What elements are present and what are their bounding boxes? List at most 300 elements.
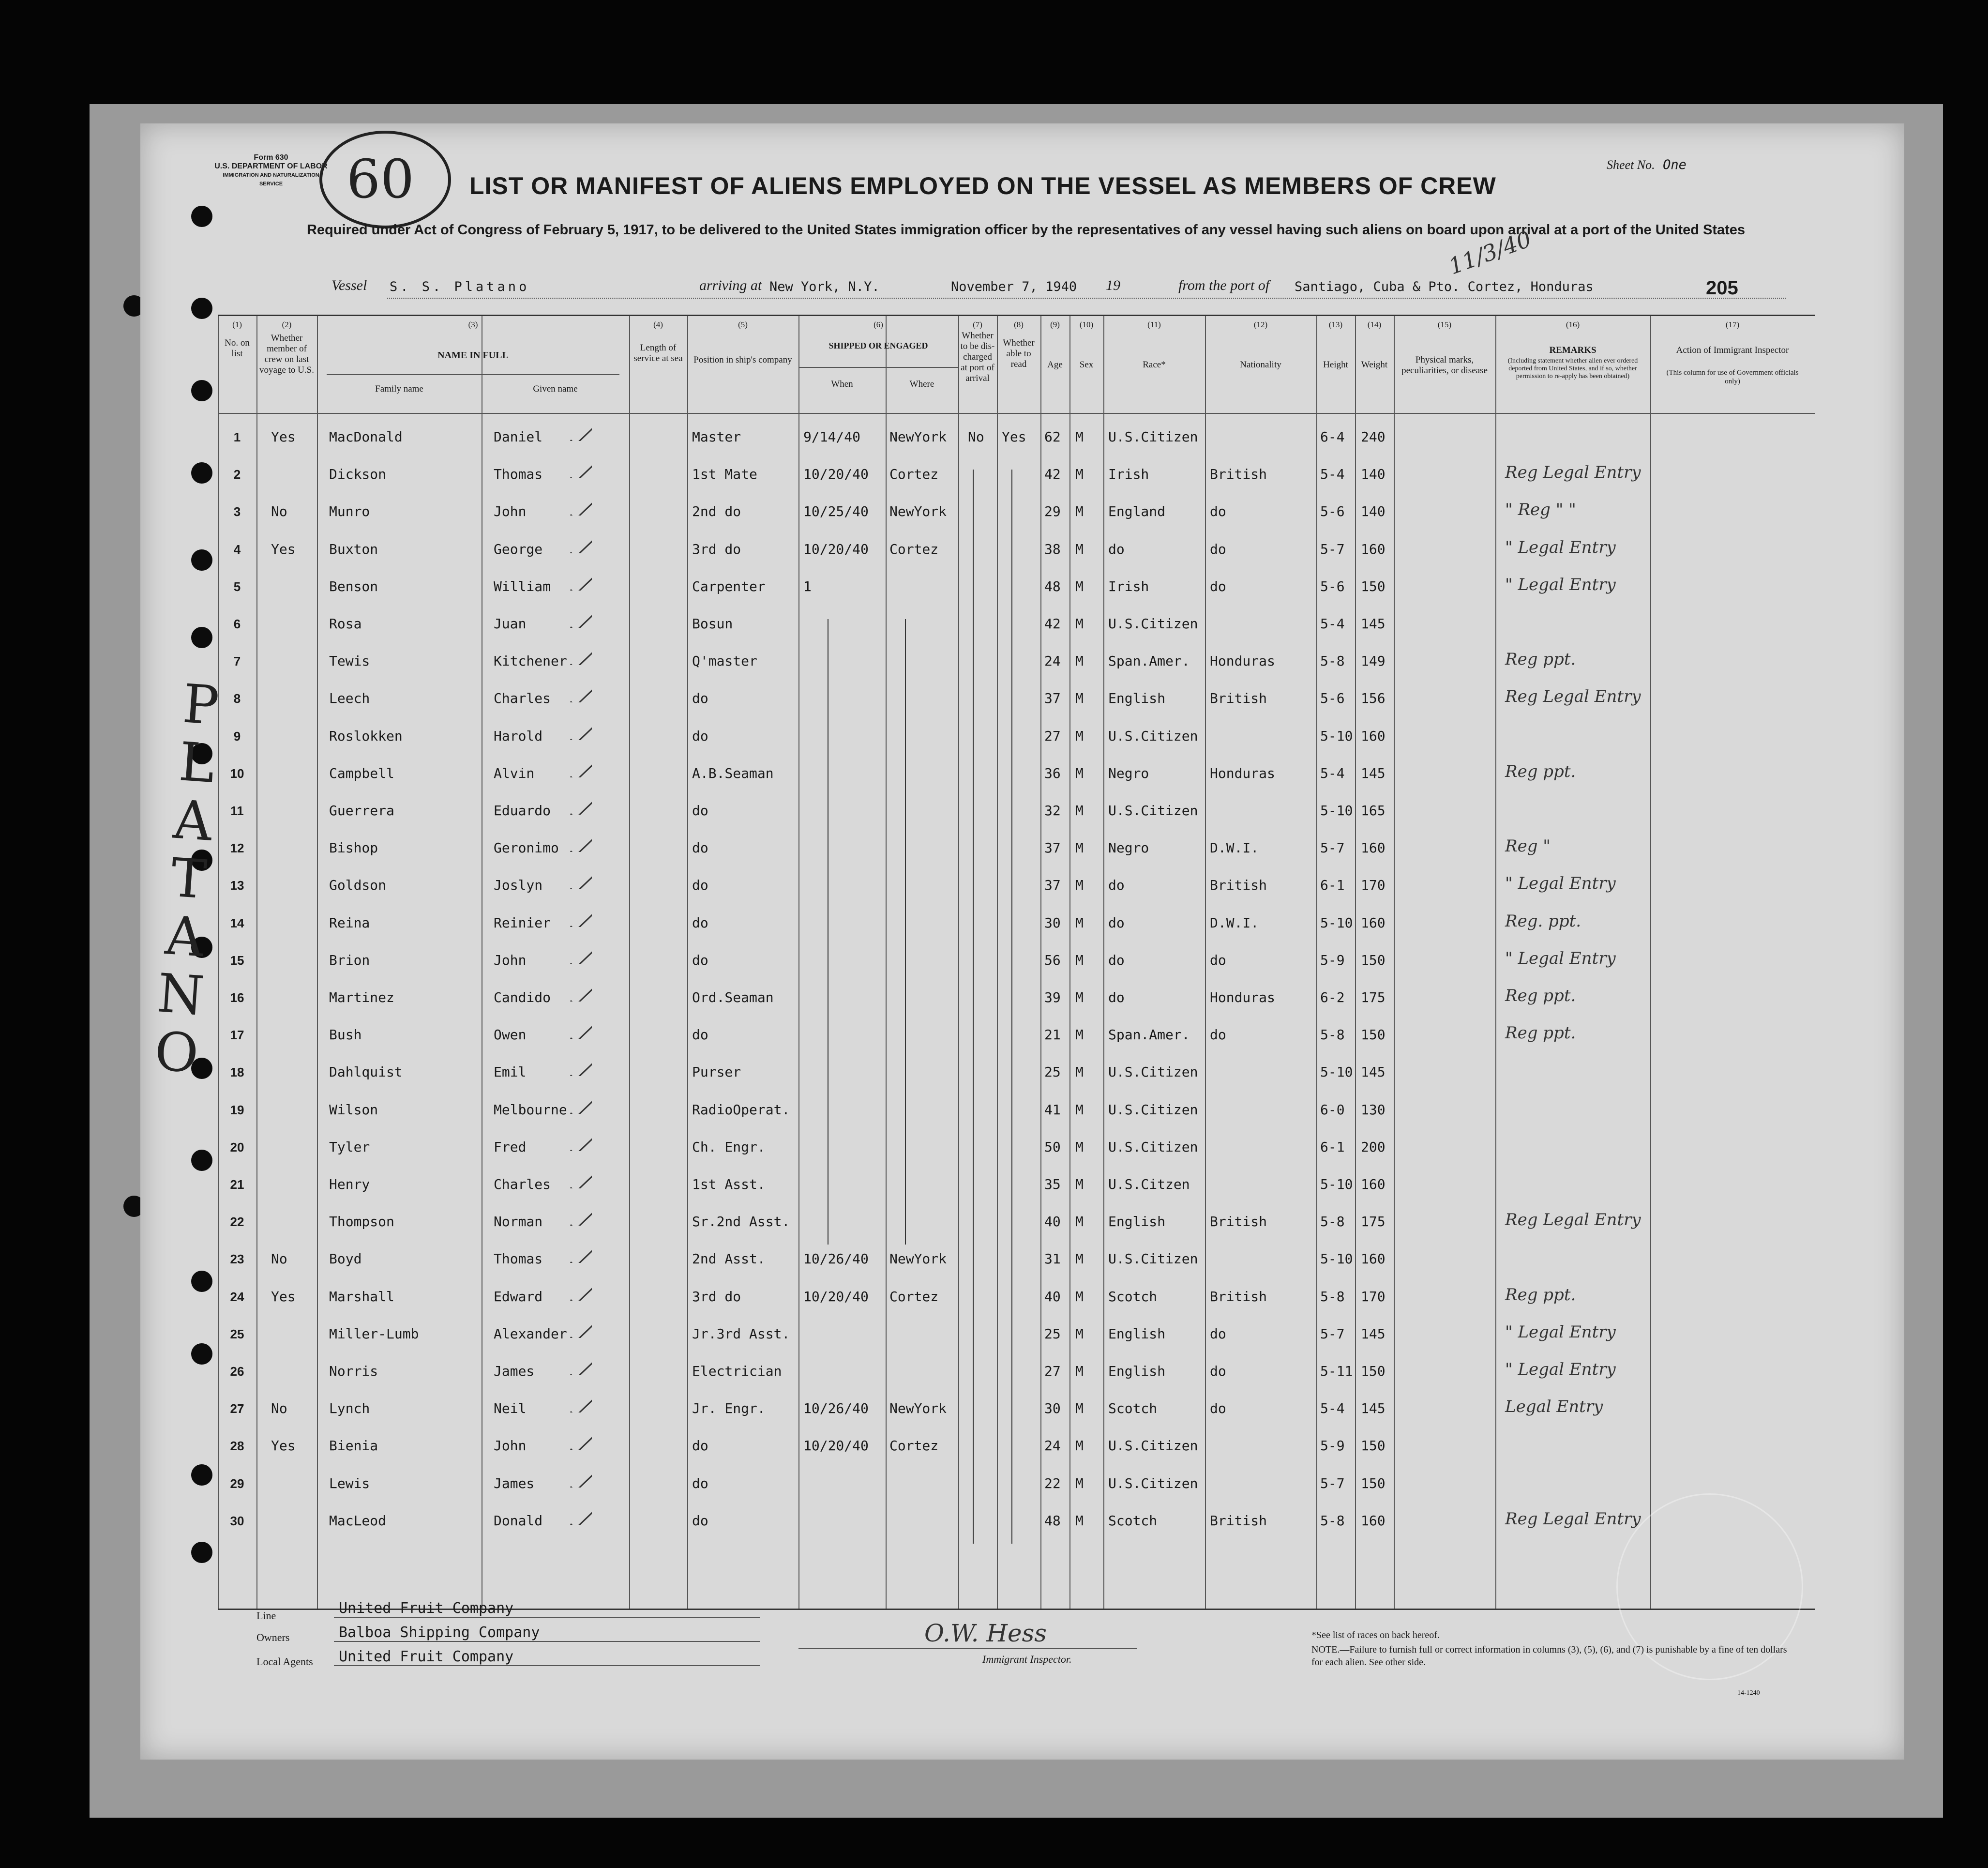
cell-given: Thomas [494, 466, 543, 483]
cell-race: do [1108, 914, 1125, 931]
row-number: 17 [230, 1028, 244, 1043]
cell-sex: M [1075, 1288, 1084, 1305]
cell-race: do [1108, 989, 1125, 1005]
cell-remarks: Reg Legal Entry [1505, 1509, 1641, 1529]
cell-age: 48 [1044, 578, 1061, 594]
check-mark-icon [569, 835, 592, 852]
cell-height: 5-10 [1320, 1176, 1353, 1192]
cell-age: 25 [1044, 1064, 1061, 1080]
cell-age: 37 [1044, 840, 1061, 856]
cell-remarks: Reg Legal Entry [1505, 463, 1641, 483]
check-mark-icon [569, 685, 592, 702]
vessel-underline [387, 298, 1786, 299]
punch-hole [191, 1271, 212, 1292]
header-family-name: Family name [375, 384, 423, 394]
cell-position: Master [692, 429, 741, 445]
cell-remarks: Reg. ppt. [1505, 911, 1581, 931]
cell-family: Thompson [329, 1214, 394, 1230]
cell-where: Cortez [889, 541, 939, 557]
cell-race: Negro [1108, 765, 1149, 781]
cell-weight: 160 [1361, 914, 1386, 931]
column-number: (4) [653, 320, 663, 329]
cell-height: 5-7 [1320, 1325, 1345, 1342]
column-number: (14) [1367, 320, 1382, 329]
cell-position: RadioOperat. [692, 1101, 790, 1118]
header-sex: Sex [1079, 360, 1094, 370]
cell-age: 62 [1044, 429, 1061, 445]
check-mark-icon [569, 910, 592, 927]
cell-family: Bishop [329, 840, 378, 856]
table-row [218, 577, 1815, 614]
cell-race: U.S.Citizen [1108, 1251, 1198, 1267]
cell-given: Juan [494, 616, 527, 632]
punch-hole [191, 206, 212, 227]
cell-remarks: Reg ppt. [1505, 650, 1576, 669]
cell-age: 42 [1044, 466, 1061, 483]
cell-race: U.S.Citizen [1108, 1438, 1198, 1454]
header-divider [218, 413, 1815, 414]
cell-sex: M [1075, 1475, 1084, 1491]
cell-given: Norman [494, 1214, 543, 1230]
cell-weight: 150 [1361, 1475, 1386, 1491]
cell-remarks: " Reg " " [1505, 500, 1576, 520]
cell-family: Dickson [329, 466, 387, 483]
cell-family: MacDonald [329, 429, 403, 445]
cell-race: Scotch [1108, 1288, 1158, 1305]
line-value: United Fruit Company [339, 1600, 514, 1617]
cell-remarks: Reg ppt. [1505, 1023, 1576, 1043]
cell-position: Carpenter [692, 578, 766, 594]
cell-position: 3rd do [692, 1288, 741, 1305]
cell-height: 5-4 [1320, 466, 1345, 483]
cell-given: Kitchener [494, 653, 567, 669]
table-row [218, 1511, 1815, 1548]
cell-position: Q'master [692, 653, 757, 669]
header-given-name: Given name [533, 384, 578, 394]
cell-weight: 145 [1361, 1400, 1386, 1417]
cell-height: 5-4 [1320, 765, 1345, 781]
cell-position: do [692, 914, 708, 931]
header-action-note: (This column for use of Government officials only) [1666, 369, 1799, 385]
cell-sex: M [1075, 877, 1084, 894]
cell-position: Sr.2nd Asst. [692, 1214, 790, 1230]
cell-height: 5-9 [1320, 952, 1345, 968]
cell-when: 10/26/40 [803, 1400, 869, 1417]
cell-given: John [494, 1438, 527, 1454]
check-mark-icon [569, 498, 592, 516]
cell-when: 10/20/40 [803, 1288, 869, 1305]
sheet-label: Sheet No. [1607, 158, 1655, 172]
row-number: 4 [233, 542, 241, 557]
cell-weight: 150 [1361, 1027, 1386, 1043]
cell-remarks: " Legal Entry [1505, 537, 1616, 557]
cell-given: Thomas [494, 1251, 543, 1267]
cell-given: Daniel [494, 429, 543, 445]
cell-weight: 150 [1361, 952, 1386, 968]
cell-remarks: " Legal Entry [1505, 575, 1616, 594]
cell-age: 21 [1044, 1027, 1061, 1043]
cell-sex: M [1075, 952, 1084, 968]
cell-position: do [692, 1438, 708, 1454]
row-number: 1 [233, 430, 241, 444]
cell-when: 9/14/40 [803, 429, 861, 445]
cell-height: 5-4 [1320, 1400, 1345, 1417]
row-number: 23 [230, 1252, 244, 1267]
inspector-signature: O.W. Hess [924, 1619, 1047, 1647]
table-row [218, 1436, 1815, 1473]
manifest-sheet [140, 123, 1904, 1760]
cell-sex: M [1075, 503, 1084, 520]
table-row [218, 727, 1815, 763]
cell-sex: M [1075, 1176, 1084, 1192]
cell-weight: 150 [1361, 1363, 1386, 1379]
cell-height: 5-10 [1320, 1251, 1353, 1267]
row-number: 21 [230, 1177, 244, 1192]
column-number: (9) [1050, 320, 1060, 329]
ditto-line [1011, 470, 1012, 1544]
cell-height: 5-11 [1320, 1363, 1353, 1379]
cell-race: English [1108, 1363, 1166, 1379]
year-prefix: 19 [1106, 277, 1120, 293]
column-number: (11) [1147, 320, 1161, 329]
cell-member: Yes [271, 1288, 296, 1305]
cell-discharged: No [968, 429, 984, 445]
from-label: from the port of [1178, 277, 1270, 293]
table-row [218, 1063, 1815, 1099]
cell-age: 30 [1044, 914, 1061, 931]
cell-position: Bosun [692, 616, 733, 632]
form-header [213, 153, 329, 188]
column-number: (6) [874, 320, 883, 329]
header-nationality: Nationality [1240, 360, 1281, 370]
cell-race: Scotch [1108, 1512, 1158, 1529]
header-member-last-voyage: Whether member of crew on last voyage to U.S. [259, 333, 314, 375]
cell-sex: M [1075, 466, 1084, 483]
cell-race: Span.Amer. [1108, 653, 1190, 669]
row-number: 11 [230, 804, 244, 818]
cell-position: 2nd Asst. [692, 1251, 766, 1267]
cell-race: U.S.Citizen [1108, 1475, 1198, 1491]
cell-nationality: do [1210, 503, 1226, 520]
cell-family: Lewis [329, 1475, 370, 1491]
check-mark-icon [569, 1208, 592, 1226]
print-code: 14-1240 [1737, 1689, 1760, 1697]
row-number: 7 [233, 654, 241, 669]
punch-hole [191, 1343, 212, 1365]
row-number: 22 [230, 1215, 244, 1230]
cell-weight: 140 [1361, 466, 1386, 483]
cell-family: Boyd [329, 1251, 362, 1267]
cell-read: Yes [1002, 429, 1026, 445]
cell-remarks: " Legal Entry [1505, 1360, 1616, 1379]
punch-hole [191, 627, 212, 648]
cell-weight: 170 [1361, 1288, 1386, 1305]
cell-age: 42 [1044, 616, 1061, 632]
cell-nationality: D.W.I. [1210, 914, 1259, 931]
cell-sex: M [1075, 914, 1084, 931]
cell-race: U.S.Citizen [1108, 1064, 1198, 1080]
owners-label: Owners [256, 1631, 290, 1643]
row-number: 6 [233, 617, 241, 631]
cell-given: John [494, 503, 527, 520]
cell-weight: 145 [1361, 1325, 1386, 1342]
cell-remarks: Reg ppt. [1505, 1285, 1576, 1305]
cell-remarks: Reg ppt. [1505, 986, 1576, 1005]
cell-weight: 160 [1361, 541, 1386, 557]
cell-family: Martinez [329, 989, 394, 1005]
cell-given: William [494, 578, 551, 594]
cell-age: 39 [1044, 989, 1061, 1005]
cell-race: English [1108, 1325, 1166, 1342]
cell-height: 6-4 [1320, 429, 1345, 445]
check-mark-icon [569, 1021, 592, 1039]
cell-position: Ch. Engr. [692, 1139, 766, 1155]
cell-height: 5-4 [1320, 616, 1345, 632]
cell-age: 29 [1044, 503, 1061, 520]
cell-nationality: do [1210, 541, 1226, 557]
cell-position: Jr.3rd Asst. [692, 1325, 790, 1342]
check-mark-icon [569, 1283, 592, 1301]
column-number: (3) [468, 320, 478, 329]
cell-sex: M [1075, 1139, 1084, 1155]
cell-where: Cortez [889, 1288, 939, 1305]
cell-when: 10/26/40 [803, 1251, 869, 1267]
table-row [218, 465, 1815, 501]
cell-weight: 160 [1361, 1251, 1386, 1267]
cell-sex: M [1075, 1251, 1084, 1267]
header-where: Where [909, 379, 934, 389]
header-remarks: REMARKS [1549, 345, 1596, 355]
header-length-service: Length of service at sea [633, 343, 683, 364]
check-mark-icon [569, 536, 592, 553]
check-mark-icon [569, 1059, 592, 1076]
signature-rule [798, 1648, 1137, 1649]
cell-nationality: British [1210, 877, 1267, 894]
owners-value: Balboa Shipping Company [339, 1624, 540, 1641]
cell-race: Irish [1108, 466, 1149, 483]
cell-sex: M [1075, 765, 1084, 781]
line-label: Line [256, 1610, 276, 1622]
cell-race: English [1108, 690, 1166, 707]
table-row [218, 1474, 1815, 1511]
footnote-races: *See list of races on back hereof. [1311, 1630, 1440, 1640]
footer-rule [334, 1617, 760, 1618]
check-mark-icon [569, 723, 592, 740]
cell-weight: 149 [1361, 653, 1386, 669]
cell-position: do [692, 952, 708, 968]
cell-position: do [692, 728, 708, 744]
column-number: (15) [1437, 320, 1452, 329]
cell-sex: M [1075, 690, 1084, 707]
column-number: (1) [232, 320, 242, 329]
cell-race: U.S.Citzen [1108, 1176, 1190, 1192]
cell-sex: M [1075, 1363, 1084, 1379]
department-name: U.S. DEPARTMENT OF LABOR [214, 162, 328, 170]
cell-height: 6-1 [1320, 1139, 1345, 1155]
cell-sex: M [1075, 1101, 1084, 1118]
row-number: 10 [230, 766, 244, 781]
cell-member: No [271, 1400, 287, 1417]
row-number: 16 [230, 990, 244, 1005]
cell-remarks: Reg Legal Entry [1505, 687, 1641, 707]
table-row [218, 1100, 1815, 1137]
table-row [218, 838, 1815, 875]
check-mark-icon [569, 760, 592, 777]
cell-age: 56 [1044, 952, 1061, 968]
table-row [218, 537, 1815, 577]
agents-value: United Fruit Company [339, 1648, 514, 1665]
cell-age: 37 [1044, 877, 1061, 894]
cell-family: Benson [329, 578, 378, 594]
cell-given: James [494, 1363, 535, 1379]
form-number: Form 630 [254, 153, 288, 162]
cell-height: 5-10 [1320, 803, 1353, 819]
cell-nationality: British [1210, 1214, 1267, 1230]
punch-hole [191, 1464, 212, 1486]
cell-race: U.S.Citizen [1108, 616, 1198, 632]
ditto-line [973, 470, 974, 1544]
cell-age: 27 [1044, 1363, 1061, 1379]
cell-weight: 160 [1361, 1512, 1386, 1529]
check-mark-icon [569, 872, 592, 889]
cell-sex: M [1075, 728, 1084, 744]
cell-family: Lynch [329, 1400, 370, 1417]
check-mark-icon [569, 1096, 592, 1114]
cell-sex: M [1075, 840, 1084, 856]
table-row [218, 1212, 1815, 1249]
cell-nationality: Honduras [1210, 989, 1275, 1005]
cell-given: Reinier [494, 914, 551, 931]
cell-position: do [692, 803, 708, 819]
cell-weight: 145 [1361, 765, 1386, 781]
cell-nationality: do [1210, 952, 1226, 968]
table-row [218, 761, 1815, 801]
cell-weight: 160 [1361, 728, 1386, 744]
cell-height: 5-7 [1320, 840, 1345, 856]
name-header-rule [327, 374, 619, 375]
cell-given: James [494, 1475, 535, 1491]
sheet-value: One [1663, 157, 1687, 172]
column-number: (7) [973, 320, 982, 329]
table-row [218, 876, 1815, 912]
cell-height: 5-10 [1320, 1064, 1353, 1080]
cell-sex: M [1075, 616, 1084, 632]
cell-family: Norris [329, 1363, 378, 1379]
row-number: 14 [230, 915, 244, 930]
cell-height: 6-2 [1320, 989, 1345, 1005]
punch-hole [191, 1542, 212, 1563]
header-action: Action of Immigrant Inspector [1676, 345, 1789, 355]
service-name: IMMIGRATION AND NATURALIZATION SERVICE [223, 172, 319, 187]
cell-remarks: Reg Legal Entry [1505, 1210, 1641, 1230]
cell-nationality: British [1210, 1288, 1267, 1305]
circled-number-text: 60 [346, 148, 414, 210]
cell-nationality: British [1210, 690, 1267, 707]
column-number: (17) [1725, 320, 1740, 329]
cell-position: 2nd do [692, 503, 741, 520]
handwritten-date: 11/3/40 [1445, 226, 1535, 280]
row-number: 27 [230, 1401, 244, 1416]
row-number: 25 [230, 1326, 244, 1341]
cell-race: Irish [1108, 578, 1149, 594]
cell-family: Dahlquist [329, 1064, 403, 1080]
cell-height: 5-6 [1320, 578, 1345, 594]
row-number: 29 [230, 1476, 244, 1491]
cell-remarks: Reg ppt. [1505, 761, 1576, 781]
cell-height: 5-8 [1320, 1027, 1345, 1043]
cell-age: 40 [1044, 1214, 1061, 1230]
cell-given: Joslyn [494, 877, 543, 894]
cell-given: Alexander [494, 1325, 567, 1342]
cell-given: John [494, 952, 527, 968]
cell-nationality: do [1210, 1027, 1226, 1043]
check-mark-icon [569, 610, 592, 628]
cell-family: Brion [329, 952, 370, 968]
side-stamp: PLATANO [152, 672, 221, 1085]
cell-age: 48 [1044, 1512, 1061, 1529]
punch-hole [191, 380, 212, 401]
cell-family: Goldson [329, 877, 387, 894]
cell-sex: M [1075, 1400, 1084, 1417]
cell-position: do [692, 840, 708, 856]
cell-position: 1st Mate [692, 466, 757, 483]
cell-position: do [692, 877, 708, 894]
cell-race: U.S.Citizen [1108, 728, 1198, 744]
cell-weight: 130 [1361, 1101, 1386, 1118]
cell-given: Melbourne [494, 1101, 567, 1118]
column-number: (2) [282, 320, 292, 329]
cell-weight: 200 [1361, 1139, 1386, 1155]
cell-race: U.S.Citizen [1108, 1139, 1198, 1155]
cell-nationality: do [1210, 1363, 1226, 1379]
cell-family: Marshall [329, 1288, 394, 1305]
header-when: When [831, 379, 853, 389]
check-mark-icon [569, 1245, 592, 1263]
cell-age: 31 [1044, 1251, 1061, 1267]
column-number: (8) [1014, 320, 1024, 329]
table-row [218, 948, 1815, 987]
cell-weight: 170 [1361, 877, 1386, 894]
row-number: 2 [233, 467, 241, 482]
cell-remarks: " Legal Entry [1505, 1322, 1616, 1342]
table-row [218, 1324, 1815, 1361]
cell-sex: M [1075, 1027, 1084, 1043]
cell-member: Yes [271, 429, 296, 445]
cell-age: 40 [1044, 1288, 1061, 1305]
cell-when: 10/20/40 [803, 541, 869, 557]
header-weight: Weight [1361, 360, 1388, 370]
cell-age: 22 [1044, 1475, 1061, 1491]
cell-family: Wilson [329, 1101, 378, 1118]
cell-weight: 160 [1361, 840, 1386, 856]
check-mark-icon [569, 648, 592, 665]
cell-weight: 140 [1361, 503, 1386, 520]
table-row [218, 1249, 1815, 1286]
check-mark-icon [569, 461, 592, 478]
cell-age: 41 [1044, 1101, 1061, 1118]
cell-nationality: do [1210, 578, 1226, 594]
check-mark-icon [569, 573, 592, 591]
cell-remarks: Reg " [1505, 836, 1551, 856]
table-row [218, 1287, 1815, 1324]
cell-where: NewYork [889, 1251, 947, 1267]
row-number: 15 [230, 953, 244, 968]
cell-weight: 156 [1361, 690, 1386, 707]
cell-race: U.S.Citizen [1108, 803, 1198, 819]
cell-given: Edward [494, 1288, 543, 1305]
row-number: 26 [230, 1364, 244, 1379]
cell-height: 5-8 [1320, 653, 1345, 669]
